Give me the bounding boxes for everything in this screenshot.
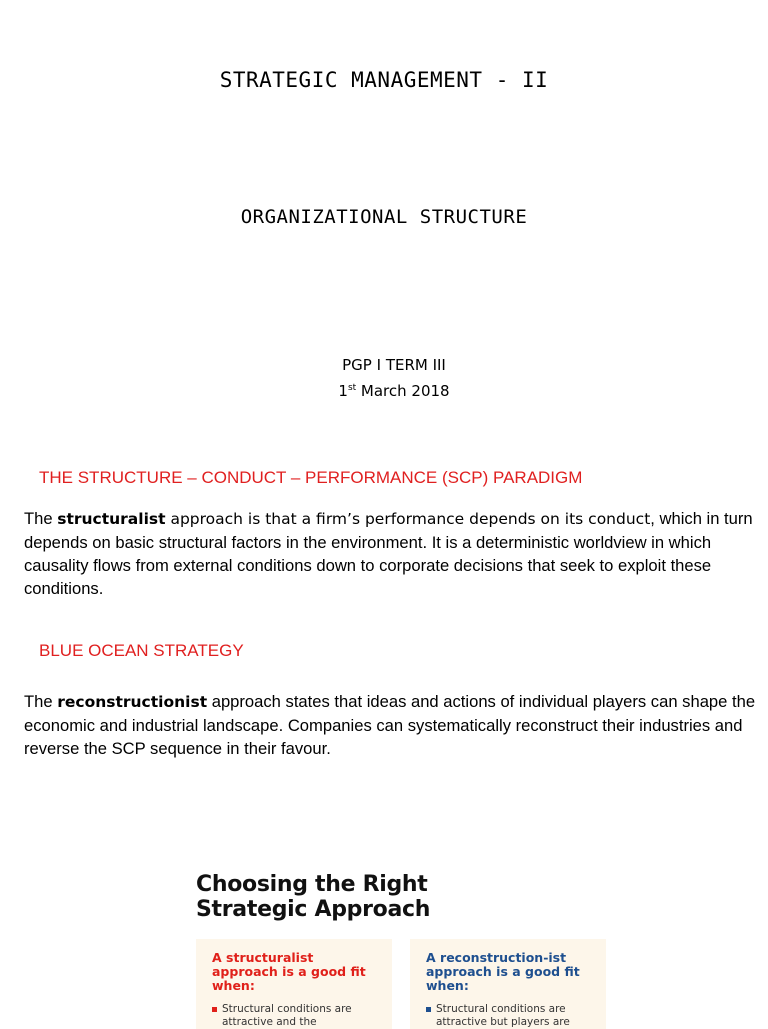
structuralist-card-bullet [212,1003,378,1029]
scp-p-bold: structuralist [57,510,166,528]
document-subtitle: ORGANIZATIONAL STRUCTURE [240,206,528,228]
scp-p-rest: , which in turn depends on basic structural factors in the environment. It is a deterministic worldview in which causality flows from external conditions down to corporate decisions that seek to exploit these conditions. [24,509,753,598]
structuralist-card [196,939,392,1029]
reconstructionist-card-bullet [426,1003,592,1029]
document-title: STRATEGIC MANAGEMENT - II [219,68,549,92]
bo-p-bold: reconstructionist [57,693,208,711]
structuralist-card-heading: A structuralist approach is a good fit when: [212,950,366,993]
bullet-square-icon [212,1007,217,1012]
reconstructionist-card-heading: A reconstruction-ist approach is a good fit when: [426,950,580,993]
figure-title [196,872,616,922]
blue-ocean-paragraph [24,690,764,760]
date-line [0,378,768,404]
figure-title-line2: Strategic Approach [196,897,431,922]
scp-heading: THE STRUCTURE – CONDUCT – PERFORMANCE (SCP) PARADIGM [39,468,583,487]
scp-p-start: The [24,509,58,528]
scp-paragraph [24,507,764,600]
structuralist-bullet-text: Structural conditions are attractive and the [222,1003,352,1028]
bullet-square-icon [426,1007,431,1012]
strategic-approach-figure [196,872,616,1028]
term-label: PGP I TERM III [342,356,446,374]
reconstructionist-bullet-text: Structural conditions are attractive but players are [436,1003,570,1028]
date-day: 1 [338,382,348,400]
date-suffix: st [347,383,357,393]
reconstructionist-card [410,939,606,1029]
bo-p-start: The [24,692,58,711]
term-info [0,352,768,404]
bo-p-rest: approach states that ideas and actions of individual players can shape the economic and industrial landscape. Companies can systematically reconstruct their industries and reverse the SCP sequence in their favour. [24,692,756,758]
figure-title-line1: Choosing the Right [196,872,428,897]
blue-ocean-heading: BLUE OCEAN STRATEGY [39,641,244,660]
scp-p-semibold: approach is that a firm’s performance depends on its conduct [165,510,651,528]
date-rest: March 2018 [356,382,450,400]
